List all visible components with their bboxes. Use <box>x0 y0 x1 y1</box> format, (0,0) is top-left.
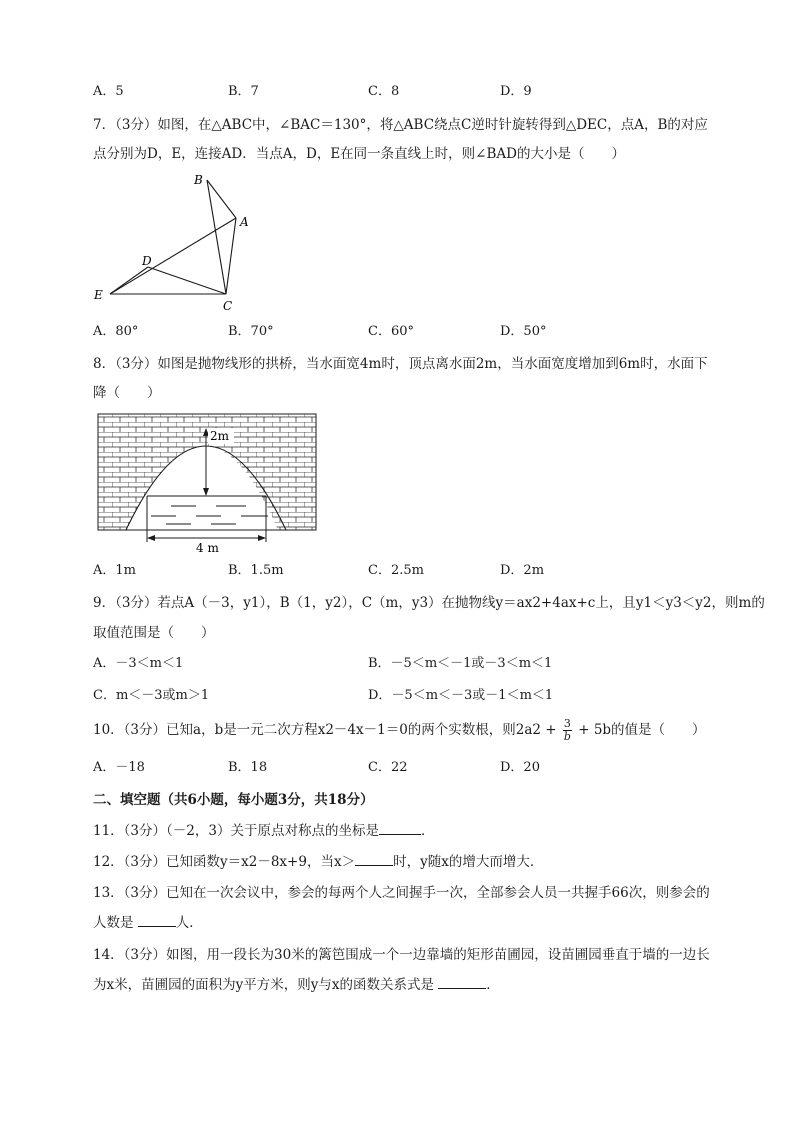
q10-option-a: A．－18 <box>93 760 145 775</box>
q12-stem-text: 12．（3分）已知函数y＝x2－8x+9，当x＞ <box>93 854 356 870</box>
q7-option-a: A．80° <box>93 324 139 339</box>
q10-frac-numerator: 3 <box>563 717 571 730</box>
q10-option-c: C．22 <box>368 760 408 775</box>
q9-option-a: A．－3＜m＜1 <box>93 656 184 671</box>
q10-option-b: B．18 <box>228 760 268 775</box>
q14-stem-line1: 14．（3分）如图，用一段长为30米的篱笆围成一个一边靠墙的矩形苗圃园，设苗圃园垂直于墙的一边长 <box>93 947 710 963</box>
q6-option-a: A．5 <box>93 84 124 99</box>
q14-stem-text: 为x米，苗圃园的面积为y平方米，则y与x的函数关系式是 <box>93 977 434 993</box>
q8-option-a: A．1m <box>93 563 136 578</box>
q14-stem-end: ． <box>486 977 500 993</box>
q10-frac-denominator: b <box>563 730 571 743</box>
q7-stem-line2: 点分别为D，E，连接AD．当点A，D，E在同一条直线上时，则∠BAD的大小是（ ） <box>93 146 625 162</box>
q9-option-b: B．－5＜m＜－1或－3＜m＜1 <box>368 656 553 671</box>
q8-height-label: 2m <box>210 429 230 443</box>
q9-option-d: D．－5＜m＜－3或－1＜m＜1 <box>368 688 554 703</box>
q14-stem-line2 <box>93 976 500 994</box>
q12-stem-end: 时，y随x的增大而增大． <box>393 854 544 870</box>
q7-label-e: E <box>94 288 103 302</box>
q9-stem-line1: 9．（3分）若点A（－3，y1），B（1，y2），C（m，y3）在抛物线y＝ax2+4ax+c上，且y1＜y3＜y2，则m的 <box>93 595 765 611</box>
q12-answer-blank[interactable] <box>355 853 393 866</box>
q10-option-d: D．20 <box>500 760 540 775</box>
q8-option-c: C．2.5m <box>368 563 424 578</box>
q8-option-b: B．1.5m <box>228 563 284 578</box>
q13-answer-blank[interactable] <box>138 914 176 927</box>
q8-option-d: D．2m <box>500 563 545 578</box>
q7-triangle-figure <box>90 168 260 313</box>
q14-answer-blank[interactable] <box>438 976 486 989</box>
q13-stem-end: 人． <box>175 915 203 931</box>
q7-stem-line1: 7．（3分）如图，在△ABC中，∠BAC＝130°，将△ABC绕点C逆时针旋转得到△DEC，点A，B的对应 <box>93 117 708 133</box>
q7-label-d: D <box>142 254 152 268</box>
q7-option-d: D．50° <box>500 324 547 339</box>
q8-stem-line1: 8．（3分）如图是抛物线形的拱桥，当水面宽4m时，顶点离水面2m，当水面宽度增加到6m时，水面下 <box>93 356 708 372</box>
q11-answer-blank[interactable] <box>379 822 421 835</box>
q6-option-b: B．7 <box>228 84 259 99</box>
q10-stem-suffix: + 5b的值是（ ） <box>578 722 706 738</box>
q7-option-c: C．60° <box>368 324 414 339</box>
q7-option-b: B．70° <box>228 324 274 339</box>
q9-option-c: C．m＜－3或m＞1 <box>93 688 210 703</box>
q10-stem-prefix: 10．（3分）已知a，b是一元二次方程x2－4x－1＝0的两个实数根，则2a2 + <box>93 722 557 738</box>
q11-stem <box>93 822 434 840</box>
q6-option-d: D．9 <box>500 84 532 99</box>
q9-stem-line2: 取值范围是（ ） <box>93 625 215 641</box>
section2-title: 二、填空题（共6小题，每小题3分，共18分） <box>93 792 374 808</box>
q8-stem-line2: 降（ ） <box>93 385 161 401</box>
q11-stem-text: 11．（3分）（－2，3）关于原点对称点的坐标是 <box>93 823 379 839</box>
q8-arch-bridge-figure <box>96 412 320 554</box>
q13-stem-line1: 13．（3分）已知在一次会议中，参会的每两个人之间握手一次，全部参会人员一共握手66次，则参会的 <box>93 885 710 901</box>
q8-width-label: 4 m <box>196 541 219 554</box>
q7-label-b: B <box>194 173 203 187</box>
q13-stem-text: 人数是 <box>93 915 134 931</box>
q10-stem <box>93 718 706 743</box>
q10-fraction <box>563 718 572 743</box>
q11-stem-end: ． <box>420 823 435 839</box>
q12-stem <box>93 853 543 871</box>
q7-label-c: C <box>223 299 233 313</box>
q6-option-c: C．8 <box>368 84 400 99</box>
q13-stem-line2 <box>93 914 203 932</box>
q7-label-a: A <box>240 215 249 229</box>
